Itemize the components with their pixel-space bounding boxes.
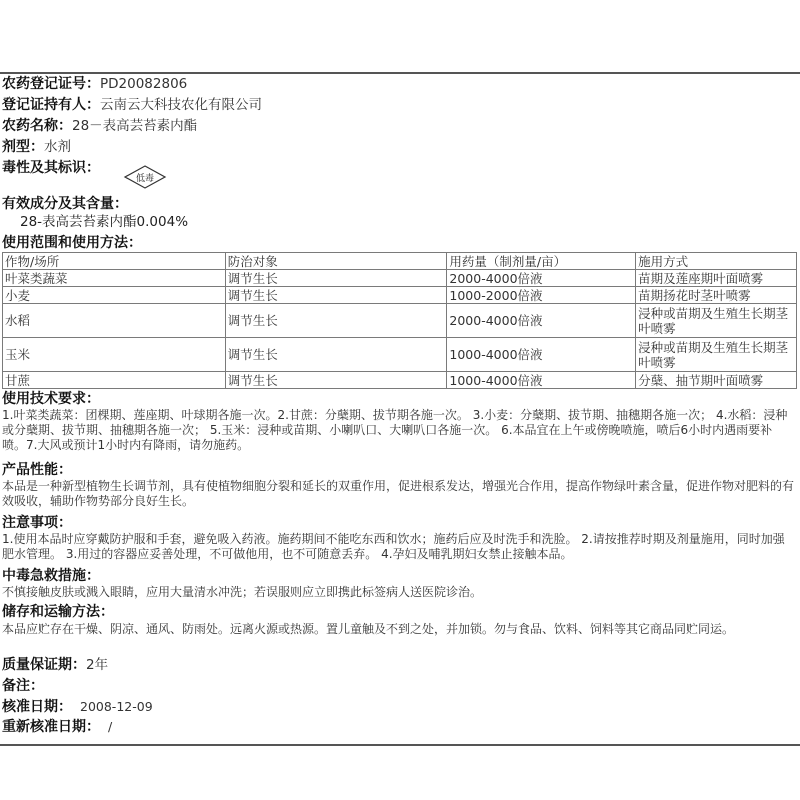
header-target: 防治对象 — [225, 253, 447, 270]
storage-label: 储存和运输方法： — [2, 604, 114, 620]
table-cell: 浸种或苗期及生殖生长期茎叶喷雾 — [636, 338, 797, 372]
table-cell: 分蘖、抽节期叶面喷雾 — [636, 372, 797, 389]
reapprove-label: 重新核准日期： — [2, 719, 100, 735]
form-label: 剂型： — [2, 139, 44, 155]
reapprove-row — [2, 718, 112, 736]
table-row — [3, 287, 797, 304]
reg-no-label: 农药登记证号： — [2, 76, 100, 92]
table-header-row — [3, 253, 797, 270]
table-row — [3, 270, 797, 287]
approve-label: 核准日期： — [2, 699, 72, 715]
approve-row — [2, 698, 153, 716]
table-cell: 水稻 — [3, 304, 226, 338]
approve-value: 2008-12-09 — [80, 699, 153, 714]
content-row — [2, 195, 128, 213]
table-cell: 1000-4000倍液 — [447, 372, 636, 389]
storage-label-row — [2, 603, 114, 621]
notes-label-row — [2, 514, 72, 532]
low-toxicity-diamond-icon — [122, 163, 168, 191]
table-cell: 玉米 — [3, 338, 226, 372]
table-cell: 苗期及莲座期叶面喷雾 — [636, 270, 797, 287]
holder-value: 云南云大科技农化有限公司 — [100, 97, 262, 113]
tech-text: 1.叶菜类蔬菜：团棵期、莲座期、叶球期各施一次。2.甘蔗：分蘖期、拔节期各施一次。 3.小麦：分蘖期、拔节期、抽穗期各施一次； 4.水稻：浸种或分蘖期、拔节期、抽穗期各施一次； 5.玉米：浸种或苗期、小喇叭口、大喇叭口各施一次。 6.本品宜在上午或傍晚喷施，喷后6小时内遇雨要补喷。7.大风或预计1小时内有降雨，请勿施药。 — [2, 408, 788, 452]
notes-text: 1.使用本品时应穿戴防护服和手套，避免吸入药液。施药期间不能吃东西和饮水；施药后应及时洗手和洗脸。 2.请按推荐时期及剂量施用，同时加强肥水管理。 3.用过的容器应妥善处理，不可做他用，也不可随意丢弃。 4.孕妇及哺乳期妇女禁止接触本品。 — [2, 532, 785, 561]
table-cell: 2000-4000倍液 — [447, 270, 636, 287]
usage-table — [2, 252, 797, 389]
table-cell: 2000-4000倍液 — [447, 304, 636, 338]
table-row — [3, 372, 797, 389]
toxicity-row — [2, 159, 100, 177]
reg-no-value: PD20082806 — [100, 76, 188, 92]
usage-label-row — [2, 234, 142, 252]
toxicity-label: 毒性及其标识： — [2, 160, 100, 176]
table-row — [3, 304, 797, 338]
table-cell: 苗期扬花时茎叶喷雾 — [636, 287, 797, 304]
tech-label: 使用技术要求： — [2, 391, 100, 407]
performance-label: 产品性能： — [2, 462, 72, 478]
header-method: 施用方式 — [636, 253, 797, 270]
reapprove-value: / — [108, 719, 113, 734]
storage-text: 本品应贮存在干燥、阴凉、通风、防雨处。远离火源或热源。置儿童触及不到之处，并加锁。勿与食品、饮料、饲料等其它商品同贮同运。 — [2, 622, 735, 636]
first-aid-label: 中毒急救措施： — [2, 568, 100, 584]
content-label: 有效成分及其含量： — [2, 196, 128, 212]
usage-label: 使用范围和使用方法： — [2, 235, 142, 251]
table-cell: 调节生长 — [225, 372, 447, 389]
header-crop: 作物/场所 — [3, 253, 226, 270]
name-row — [2, 117, 197, 135]
form-value: 水剂 — [44, 139, 71, 155]
shelf-row — [2, 656, 108, 674]
table-cell: 甘蔗 — [3, 372, 226, 389]
table-cell: 调节生长 — [225, 270, 447, 287]
form-row — [2, 138, 71, 156]
holder-row — [2, 96, 262, 114]
performance-text: 本品是一种新型植物生长调节剂，具有使植物细胞分裂和延长的双重作用，促进根系发达，增强光合作用，提高作物绿叶素含量，促进作物对肥料的有效吸收，辅助作物势部分良好生长。 — [2, 479, 795, 508]
shelf-label: 质量保证期： — [2, 657, 86, 673]
first-aid-text: 不慎接触皮肤或溅入眼睛，应用大量清水冲洗；若误服则应立即携此标签病人送医院诊治。 — [2, 585, 483, 599]
table-cell: 调节生长 — [225, 287, 447, 304]
table-cell: 1000-2000倍液 — [447, 287, 636, 304]
content-value: 28-表高芸苔素内酯0.004% — [20, 214, 189, 230]
reg-no-row — [2, 75, 187, 93]
shelf-value: 2年 — [86, 657, 109, 673]
table-cell: 浸种或苗期及生殖生长期茎叶喷雾 — [636, 304, 797, 338]
name-label: 农药名称： — [2, 118, 72, 134]
table-cell: 调节生长 — [225, 304, 447, 338]
performance-label-row — [2, 461, 72, 479]
first-aid-label-row — [2, 567, 100, 585]
table-cell: 调节生长 — [225, 338, 447, 372]
table-row — [3, 338, 797, 372]
holder-label: 登记证持有人： — [2, 97, 100, 113]
table-cell: 1000-4000倍液 — [447, 338, 636, 372]
table-cell: 小麦 — [3, 287, 226, 304]
toxicity-badge-text: 低毒 — [135, 174, 155, 184]
notes-label: 注意事项： — [2, 515, 72, 531]
name-value: 28－表高芸苔素内酯 — [72, 118, 198, 134]
remark-label: 备注： — [2, 678, 44, 694]
remark-row — [2, 677, 44, 695]
table-cell: 叶菜类蔬菜 — [3, 270, 226, 287]
tech-label-row — [2, 390, 100, 408]
header-dosage: 用药量（制剂量/亩） — [447, 253, 636, 270]
